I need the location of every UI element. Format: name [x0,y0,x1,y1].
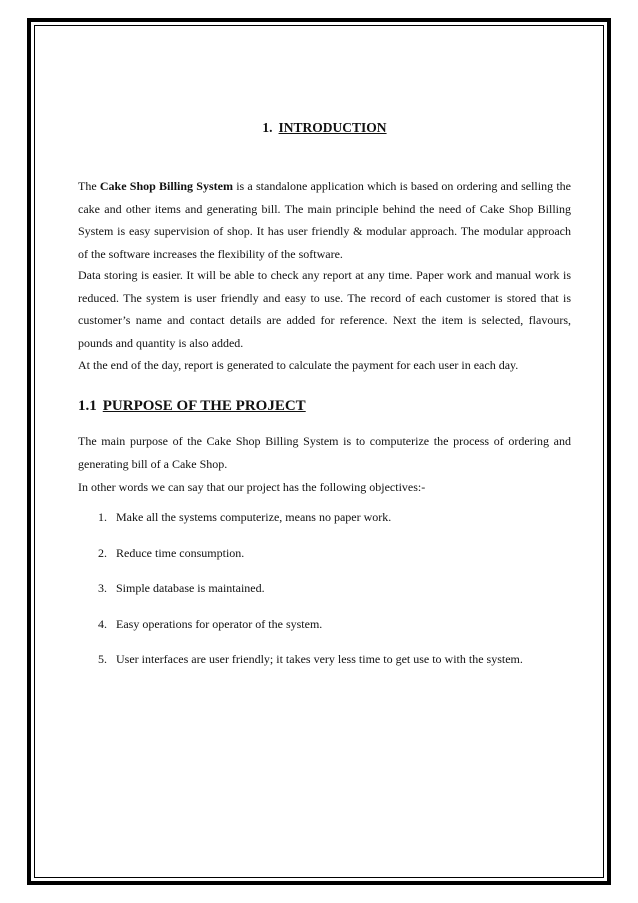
intro-paragraph-1 [78,175,571,265]
item-text: Make all the systems computerize, means no paper work. [116,510,392,524]
purpose-paragraph-1: The main purpose of the Cake Shop Billing System is to computerize the process of ordering and generating bill of a Cake Shop. [78,434,571,471]
intro-paragraph-2: Data storing is easier. It will be able to check any report at any time. Paper work and manual work is reduced. The system is user friendly and easy to use. The record of each customer is stored that is customer’s name and contact details are added for reference. Next the item is selected, flavours, pounds and quantity is also added. [78,268,571,350]
intro-rest: is a standalone application which is based on ordering and selling the cake and other items and generating bill. The main principle behind the need of Cake Shop Billing System is easy supervision of shop. It has user friendly & modular approach. The modular approach of the software increases the flexibility of the software. [78,179,571,261]
list-item [98,650,568,686]
section-title: PURPOSE OF THE PROJECT [102,398,306,414]
item-text: Reduce time consumption. [116,545,245,560]
heading-title: INTRODUCTION [278,120,387,135]
item-number: 5. [98,652,107,666]
list-item [98,579,568,615]
list-item [98,508,568,544]
purpose-heading [78,398,306,415]
section-number: 1.1 [78,398,97,414]
intro-paragraph-3: At the end of the day, report is generated to calculate the payment for each user in each day. [78,358,519,372]
item-number: 4. [98,616,107,631]
purpose-paragraph-2: In other words we can say that our project has the following objectives:- [78,480,426,494]
heading-number: 1. [262,120,273,135]
item-number: 3. [98,581,107,595]
item-number: 2. [98,545,107,560]
objectives-list [98,508,568,686]
system-name: Cake Shop Billing System [99,179,233,193]
intro-lead: The [78,179,97,193]
item-text: User interfaces are user friendly; it takes very less time to get use to with the system. [116,652,523,666]
item-text: Easy operations for operator of the system. [116,616,323,631]
item-text: Simple database is maintained. [116,581,265,595]
introduction-heading [78,120,571,136]
list-item [98,615,568,651]
item-number: 1. [98,510,107,524]
list-item [98,544,568,580]
